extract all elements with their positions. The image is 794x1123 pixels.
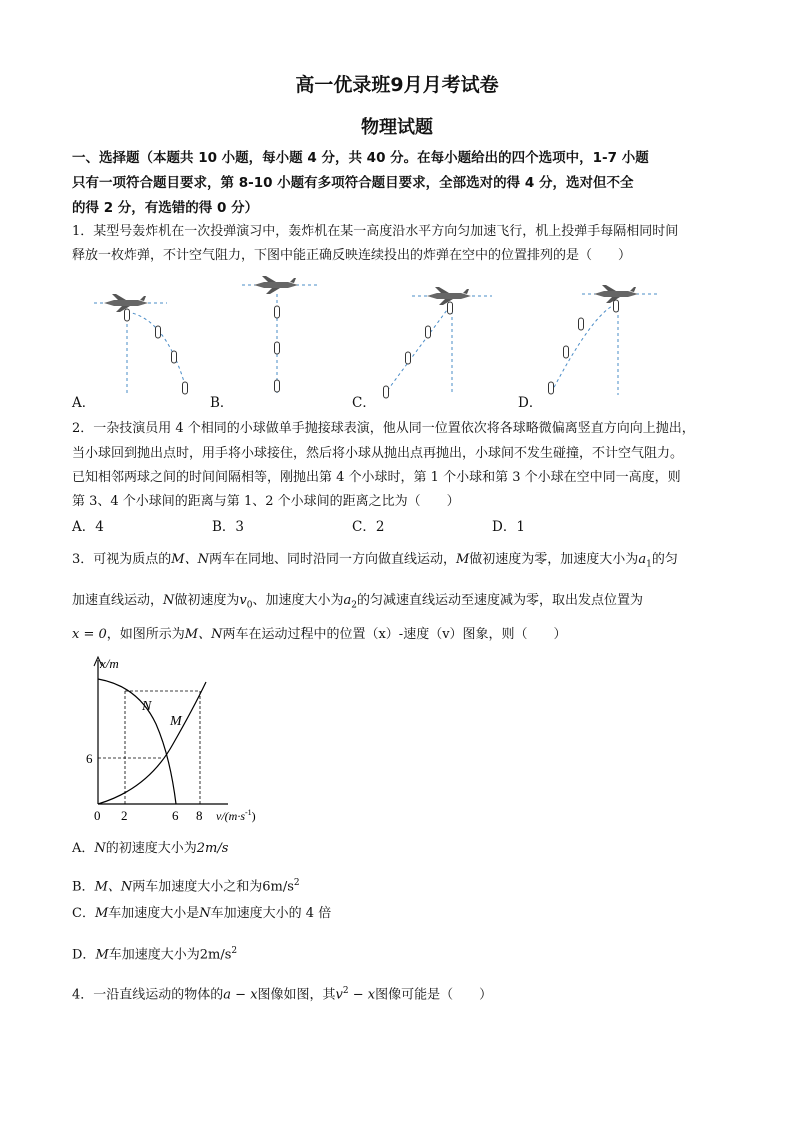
x-tick-0: 0 (94, 808, 101, 823)
q3-option-b[interactable]: B．M、N两车加速度大小之和为$6m/s^2$ (72, 878, 300, 895)
figure-d (549, 285, 658, 395)
exam-title: 高一优录班9月月考试卷 (295, 74, 499, 96)
subject-title: 物理试题 (361, 117, 433, 138)
x-tick-8: 8 (196, 808, 203, 823)
q2-option-d[interactable]: D．1 (492, 519, 525, 535)
q3-text-line1: 3．可视为质点的M、N两车在同地、同时沿同一方向做直线运动，M做初速度为零，加速度大小为$a_1$的匀 (72, 552, 678, 570)
q3-xv-graph (78, 654, 288, 829)
curve-m-label: M (170, 714, 182, 729)
q3-text-line2: 加速直线运动，N做初速度为$v_0$、加速度大小为$a_2$的匀减速直线运动至速度减为零，取出发点位置为 (72, 593, 644, 611)
curve-n-label: N (142, 699, 152, 714)
q1-option-b[interactable]: B． (210, 395, 234, 411)
q2-option-c[interactable]: C．2 (352, 519, 385, 535)
q2-text-line3: 已知相邻两球之间的时间间隔相等，刚抛出第 4 个小球时，第 1 个小球和第 3 个小球在空中同一高度，则 (72, 470, 681, 485)
q4-text: 4．一沿直线运动的物体的a − x图像如图，其$v^2 - x$图像可能是（ ） (72, 986, 493, 1003)
q1-option-d[interactable]: D． (518, 395, 543, 411)
figure-b (242, 276, 320, 395)
curve-m (98, 682, 206, 804)
q2-text-line4: 第 3、4 个小球间的距离与第 1、2 个小球间的距离之比为（ ） (72, 494, 460, 509)
q2-option-b[interactable]: B．3 (212, 519, 245, 535)
q3-option-d[interactable]: D．M车加速度大小为$2m/s^2$ (72, 946, 238, 963)
x-tick-2: 2 (121, 808, 128, 823)
q3-option-a[interactable]: A．N的初速度大小为2m/s (72, 841, 229, 856)
figure-a (94, 294, 188, 395)
section-instruction-line3: 的得 2 分，有选错的得 0 分） (72, 200, 259, 216)
y-axis-label: x/m (100, 656, 119, 671)
q2-option-a[interactable]: A．4 (72, 519, 104, 535)
x-tick-6: 6 (172, 808, 179, 823)
y-tick-6: 6 (86, 751, 93, 766)
q1-bomb-figures (72, 270, 672, 410)
q1-text-line2: 释放一枚炸弹，不计空气阻力，下图中能正确反映连续投出的炸弹在空中的位置排列的是（ ） (72, 248, 632, 263)
figure-c (384, 287, 493, 398)
q2-text-line2: 当小球回到抛出点时，用手将小球接住，然后将小球从抛出点再抛出，小球间不发生碰撞，不计空气阻力。 (72, 446, 684, 461)
q3-option-c[interactable]: C．M车加速度大小是N车加速度大小的 4 倍 (72, 906, 332, 921)
q1-option-a[interactable]: A． (72, 395, 96, 411)
q1-option-c[interactable]: C． (352, 395, 376, 411)
q3-text-line3: x = 0，如图所示为M、N两车在运动过程中的位置（x）-速度（v）图象，则（ ） (72, 627, 567, 642)
q1-text-line1: 1．某型号轰炸机在一次投弹演习中，轰炸机在某一高度沿水平方向匀加速飞行，机上投弹手每隔相同时间 (72, 224, 679, 239)
q2-text-line1: 2．一杂技演员用 4 个相同的小球做单手抛接球表演，他从同一位置依次将各球略微偏离竖直方向向上抛出， (72, 421, 695, 436)
section-instruction-line2: 只有一项符合题目要求，第 8-10 小题有多项符合题目要求，全部选对的得 4 分，选对但不全 (72, 175, 634, 191)
section-instruction-line1: 一、选择题（本题共 10 小题，每小题 4 分，共 40 分。在每小题给出的四个选项中，1-7 小题 (72, 150, 649, 166)
x-axis-label: $v/(m\cdot s^{-1})$ (216, 808, 256, 823)
